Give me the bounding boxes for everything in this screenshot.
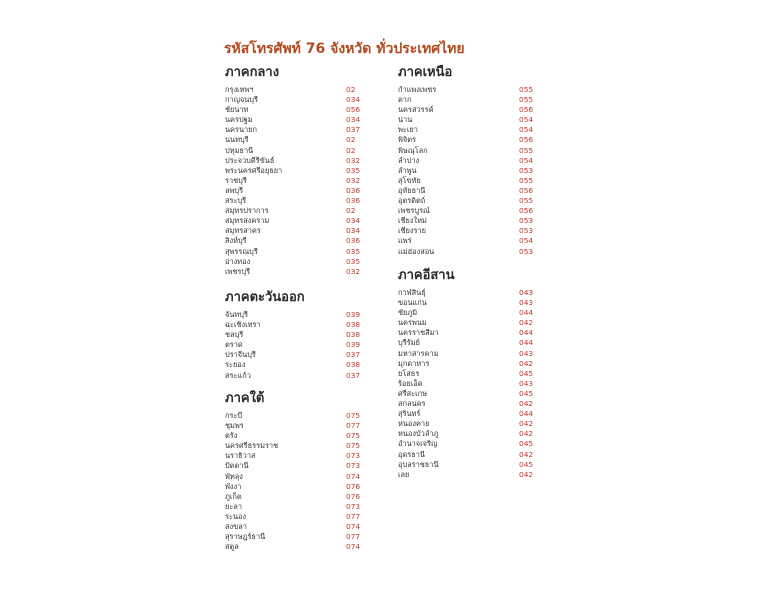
province-name: หนองบัวลำภู <box>398 429 439 439</box>
area-code: 035 <box>346 246 361 256</box>
list-item <box>398 288 543 298</box>
list-item <box>225 146 370 156</box>
list-item <box>225 95 370 105</box>
list-item <box>398 196 543 206</box>
list-item <box>225 226 370 236</box>
area-code: 032 <box>346 266 361 276</box>
province-name: พัทลุง <box>225 471 243 481</box>
area-code: 045 <box>519 388 534 398</box>
area-code: 043 <box>519 348 534 358</box>
area-code: 02 <box>346 145 356 155</box>
list-item <box>225 502 370 512</box>
province-name: ปทุมธานี <box>225 145 254 155</box>
province-name: พะเยา <box>398 125 418 135</box>
area-code: 02 <box>346 85 356 94</box>
area-code: 032 <box>346 175 361 185</box>
province-name: จันทบุรี <box>225 310 248 319</box>
area-code: 045 <box>519 368 534 378</box>
list-item <box>398 146 543 156</box>
area-code: 042 <box>519 449 534 459</box>
area-code: 036 <box>346 185 361 195</box>
area-code: 042 <box>519 399 534 409</box>
area-code-list <box>398 85 543 257</box>
region-heading: ภาคใต้ <box>225 391 265 406</box>
list-item <box>225 196 370 206</box>
list-item <box>398 226 543 236</box>
province-name: ขอนแก่น <box>398 298 427 308</box>
region-heading: ภาคกลาง <box>225 65 280 80</box>
list-item <box>225 431 370 441</box>
province-name: แม่ฮ่องสอน <box>398 246 435 256</box>
area-code: 077 <box>346 421 361 431</box>
list-item <box>225 330 370 340</box>
area-code: 035 <box>346 165 361 175</box>
area-code: 053 <box>519 216 534 226</box>
province-name: สุราษฎร์ธานี <box>225 532 266 542</box>
list-item <box>225 176 370 186</box>
area-code: 044 <box>519 308 534 318</box>
list-item <box>398 176 543 186</box>
list-item <box>225 236 370 246</box>
area-code: 054 <box>519 125 534 135</box>
province-name: ตรัง <box>225 431 238 441</box>
region-heading: ภาคตะวันออก <box>225 290 305 305</box>
area-code: 037 <box>346 125 361 135</box>
list-item <box>225 125 370 135</box>
area-code: 056 <box>346 105 361 115</box>
province-name: ชลบุรี <box>225 330 244 340</box>
area-code: 037 <box>346 370 361 380</box>
province-name: เชียงราย <box>398 226 426 236</box>
list-item <box>225 166 370 176</box>
list-item <box>225 216 370 226</box>
province-name: ภูเก็ต <box>225 491 242 501</box>
list-item <box>225 542 370 552</box>
province-name: กรุงเทพฯ <box>225 85 254 94</box>
list-item <box>225 350 370 360</box>
area-code-list <box>225 411 370 552</box>
list-item <box>225 206 370 216</box>
list-item <box>398 135 543 145</box>
page-title: รหัสโทรศัพท์ 76 จังหวัด ทั่วประเทศไทย <box>224 41 465 57</box>
province-name: ตราด <box>225 340 243 350</box>
province-name: อุทัยธานี <box>398 185 426 195</box>
region-heading: ภาคอีสาน <box>398 268 455 283</box>
area-code: 038 <box>346 330 361 340</box>
area-code: 056 <box>519 105 534 115</box>
list-item <box>225 492 370 502</box>
area-code: 054 <box>519 115 534 125</box>
area-code: 055 <box>519 95 534 105</box>
list-item <box>398 186 543 196</box>
province-name: ปัตตานี <box>225 461 249 471</box>
province-name: ยโสธร <box>398 368 420 378</box>
region-isan <box>398 268 543 480</box>
area-code-list <box>398 288 543 480</box>
list-item <box>398 328 543 338</box>
area-code: 045 <box>519 439 534 449</box>
area-code: 055 <box>519 175 534 185</box>
area-code: 042 <box>519 419 534 429</box>
province-name: ระนอง <box>225 511 247 521</box>
province-name: อำนาจเจริญ <box>398 439 438 449</box>
list-item <box>225 156 370 166</box>
province-name: อุตรดิตถ์ <box>398 196 426 206</box>
list-item <box>225 85 370 95</box>
area-code-list <box>225 85 370 277</box>
province-name: เพชรบูรณ์ <box>398 206 430 216</box>
list-item <box>225 360 370 370</box>
province-name: ตาก <box>398 95 412 105</box>
list-item <box>225 320 370 330</box>
list-item <box>225 472 370 482</box>
area-code: 053 <box>519 165 534 175</box>
area-code: 039 <box>346 310 361 319</box>
area-code: 074 <box>346 471 361 481</box>
province-name: กระบี่ <box>225 411 243 420</box>
province-name: เพชรบุรี <box>225 266 251 276</box>
region-heading: ภาคเหนือ <box>398 65 453 80</box>
list-item <box>398 359 543 369</box>
list-item <box>398 460 543 470</box>
province-name: สระบุรี <box>225 196 247 206</box>
province-name: นนทบุรี <box>225 135 249 145</box>
list-item <box>225 115 370 125</box>
list-item <box>398 95 543 105</box>
area-code: 045 <box>519 459 534 469</box>
list-item <box>398 470 543 480</box>
list-item <box>398 216 543 226</box>
area-code: 044 <box>519 328 534 338</box>
list-item <box>225 411 370 421</box>
list-item <box>398 389 543 399</box>
province-name: สตูล <box>225 542 239 552</box>
province-name: นครพนม <box>398 318 427 328</box>
area-code: 076 <box>346 491 361 501</box>
province-name: สุรินทร์ <box>398 409 421 419</box>
province-name: เลย <box>398 469 410 479</box>
province-name: สุโขทัย <box>398 175 421 185</box>
region-east <box>225 290 370 381</box>
province-name: สมุทรสงคราม <box>225 216 270 226</box>
area-code: 02 <box>346 206 356 216</box>
list-item <box>398 298 543 308</box>
list-item <box>398 369 543 379</box>
list-item <box>225 451 370 461</box>
list-item <box>225 461 370 471</box>
area-code: 043 <box>519 298 534 308</box>
province-name: พิจิตร <box>398 135 416 145</box>
province-name: ลพบุรี <box>225 185 244 195</box>
list-item <box>398 115 543 125</box>
province-name: กาฬสินธุ์ <box>398 288 426 297</box>
area-code: 042 <box>519 358 534 368</box>
area-code: 056 <box>519 135 534 145</box>
area-code-list <box>225 310 370 381</box>
area-code: 038 <box>346 320 361 330</box>
list-item <box>225 441 370 451</box>
province-name: พิษณุโลก <box>398 145 428 155</box>
region-north <box>398 65 543 257</box>
list-item <box>225 135 370 145</box>
province-name: ระยอง <box>225 360 246 370</box>
area-code: 055 <box>519 145 534 155</box>
list-item <box>225 186 370 196</box>
area-code: 032 <box>346 155 361 165</box>
province-name: มหาสารคาม <box>398 348 439 358</box>
area-code: 073 <box>346 451 361 461</box>
list-item <box>225 371 370 381</box>
list-item <box>225 310 370 320</box>
list-item <box>398 409 543 419</box>
area-code: 053 <box>519 226 534 236</box>
province-name: นครสวรรค์ <box>398 105 434 115</box>
list-item <box>225 105 370 115</box>
list-item <box>398 419 543 429</box>
list-item <box>398 349 543 359</box>
province-name: นครราชสีมา <box>398 328 439 338</box>
province-name: อุดรธานี <box>398 449 425 459</box>
list-item <box>225 482 370 492</box>
region-south <box>225 391 370 552</box>
area-code: 034 <box>346 226 361 236</box>
area-code: 044 <box>519 409 534 419</box>
list-item <box>398 85 543 95</box>
area-code: 054 <box>519 155 534 165</box>
province-name: นครปฐม <box>225 115 253 125</box>
area-code: 036 <box>346 196 361 206</box>
list-item <box>398 247 543 257</box>
province-name: ลำปาง <box>398 155 420 165</box>
area-code: 039 <box>346 340 361 350</box>
province-name: กาญจนบุรี <box>225 95 258 105</box>
province-name: ศรีสะเกษ <box>398 388 428 398</box>
list-item <box>225 512 370 522</box>
province-name: สมุทรปราการ <box>225 206 269 216</box>
area-code: 02 <box>346 135 356 145</box>
area-code: 043 <box>519 288 534 297</box>
list-item <box>398 379 543 389</box>
province-name: อ่างทอง <box>225 256 251 266</box>
list-item <box>398 236 543 246</box>
province-name: กำแพงเพชร <box>398 85 437 94</box>
province-name: เชียงใหม่ <box>398 216 427 226</box>
list-item <box>398 338 543 348</box>
area-code: 037 <box>346 350 361 360</box>
list-item <box>225 257 370 267</box>
area-code: 076 <box>346 481 361 491</box>
list-item <box>398 105 543 115</box>
area-code: 075 <box>346 441 361 451</box>
province-name: ประจวบคีรีขันธ์ <box>225 155 275 165</box>
province-name: สงขลา <box>225 522 247 532</box>
area-code: 044 <box>519 338 534 348</box>
province-name: พังงา <box>225 481 242 491</box>
area-code: 042 <box>519 469 534 479</box>
list-item <box>225 421 370 431</box>
area-code: 073 <box>346 461 361 471</box>
list-item <box>398 125 543 135</box>
list-item <box>398 429 543 439</box>
area-code: 043 <box>519 378 534 388</box>
province-name: ราชบุรี <box>225 175 247 185</box>
area-code: 054 <box>519 236 534 246</box>
province-name: นครศรีธรรมราช <box>225 441 279 451</box>
area-code: 056 <box>519 185 534 195</box>
province-name: นครนายก <box>225 125 257 135</box>
province-name: ลำพูน <box>398 165 417 175</box>
list-item <box>398 308 543 318</box>
province-name: สมุทรสาคร <box>225 226 261 236</box>
province-name: อุบลราชธานี <box>398 459 439 469</box>
province-name: สุพรรณบุรี <box>225 246 258 256</box>
area-code: 034 <box>346 95 361 105</box>
area-code: 036 <box>346 236 361 246</box>
list-item <box>225 522 370 532</box>
province-name: บุรีรัมย์ <box>398 338 420 348</box>
area-code: 055 <box>519 196 534 206</box>
list-item <box>398 156 543 166</box>
list-item <box>225 267 370 277</box>
area-code: 056 <box>519 206 534 216</box>
province-name: มุกดาหาร <box>398 358 430 368</box>
area-code: 074 <box>346 542 361 552</box>
area-code: 077 <box>346 532 361 542</box>
province-name: พระนครศรีอยุธยา <box>225 165 283 175</box>
province-name: ชุมพร <box>225 421 244 431</box>
province-name: ชัยนาท <box>225 105 249 115</box>
region-central <box>225 65 370 277</box>
list-item <box>398 399 543 409</box>
area-code: 034 <box>346 115 361 125</box>
area-code: 075 <box>346 411 361 420</box>
province-name: แพร่ <box>398 236 412 246</box>
province-name: น่าน <box>398 115 413 125</box>
area-code: 053 <box>519 246 534 256</box>
area-code: 055 <box>519 85 534 94</box>
area-code: 035 <box>346 256 361 266</box>
list-item <box>225 340 370 350</box>
list-item <box>398 166 543 176</box>
province-name: ฉะเชิงเทรา <box>225 320 261 330</box>
area-code: 034 <box>346 216 361 226</box>
area-code: 074 <box>346 522 361 532</box>
list-item <box>398 450 543 460</box>
province-name: ร้อยเอ็ด <box>398 378 423 388</box>
area-code: 042 <box>519 318 534 328</box>
province-name: ยะลา <box>225 501 242 511</box>
area-code: 075 <box>346 431 361 441</box>
area-code: 042 <box>519 429 534 439</box>
province-name: สระแก้ว <box>225 370 251 380</box>
list-item <box>398 318 543 328</box>
area-code: 077 <box>346 511 361 521</box>
list-item <box>225 532 370 542</box>
area-code: 038 <box>346 360 361 370</box>
list-item <box>398 206 543 216</box>
province-name: หนองคาย <box>398 419 430 429</box>
province-name: ชัยภูมิ <box>398 308 418 318</box>
list-item <box>225 247 370 257</box>
province-name: สิงห์บุรี <box>225 236 247 246</box>
province-name: ปราจีนบุรี <box>225 350 256 360</box>
province-name: นราธิวาส <box>225 451 256 461</box>
province-name: สกลนคร <box>398 399 426 409</box>
list-item <box>398 439 543 449</box>
area-code: 073 <box>346 501 361 511</box>
